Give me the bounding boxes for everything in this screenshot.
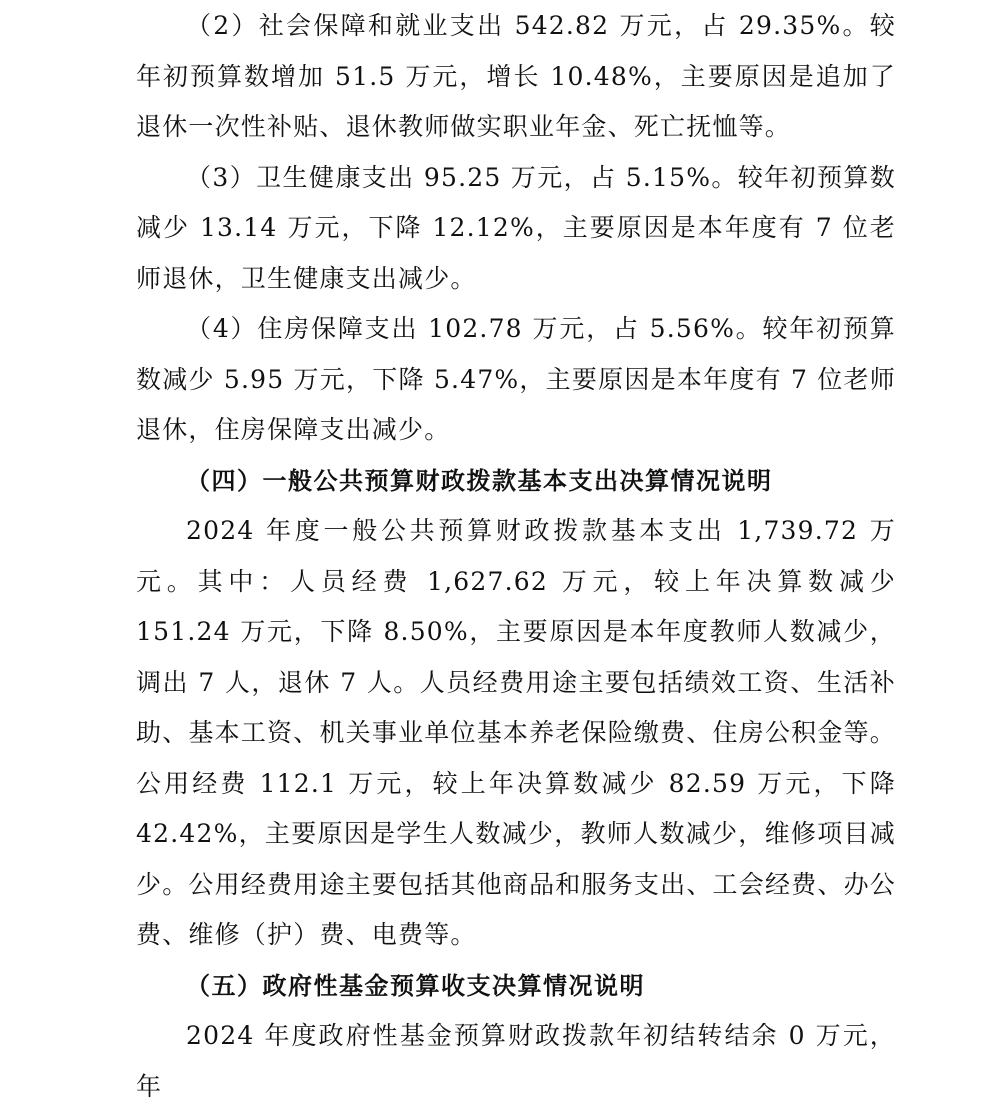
paragraph-government-fund: 2024 年度政府性基金预算财政拨款年初结转结余 0 万元，年 — [136, 1021, 896, 1101]
section-heading-basic-expenditure: （四）一般公共预算财政拨款基本支出决算情况说明 — [186, 466, 773, 495]
document-page — [136, 0, 896, 1112]
paragraph-basic-expenditure: 2024 年度一般公共预算财政拨款基本支出 1,739.72 万元。其中：人员经费 1,627.62 万元，较上年决算数减少 151.24 万元，下降 8.50%，主要原因是本年度教师人数减少，调出 7 人，退休 7 人。人员经费用途主要包括绩效工资、生活补助、基本工资、机关事业单位基本养老保险缴费、住房公积金等。公用经费 112.1 万元，较上年决算数减少 82.59 万元，下降 42.42%，主要原因是学生人数减少，教师人数减少，维修项目减少。公用经费用途主要包括其他商品和服务支出、工会经费、办公费、维修（护）费、电费等。 — [136, 516, 896, 949]
paragraph-health-expenditure: （3）卫生健康支出 95.25 万元，占 5.15%。较年初预算数减少 13.14 万元，下降 12.12%，主要原因是本年度有 7 位老师退休，卫生健康支出减少。 — [136, 162, 896, 293]
paragraph-social-security-expenditure: （2）社会保障和就业支出 542.82 万元，占 29.35%。较年初预算数增加 51.5 万元，增长 10.48%，主要原因是追加了退休一次性补贴、退休教师做实职业年金、死亡抚恤等。 — [136, 11, 896, 141]
paragraph-housing-expenditure: （4）住房保障支出 102.78 万元，占 5.56%。较年初预算数减少 5.95 万元，下降 5.47%，主要原因是本年度有 7 位老师退休，住房保障支出减少。 — [136, 314, 896, 444]
section-heading-government-fund: （五）政府性基金预算收支决算情况说明 — [186, 971, 645, 1000]
